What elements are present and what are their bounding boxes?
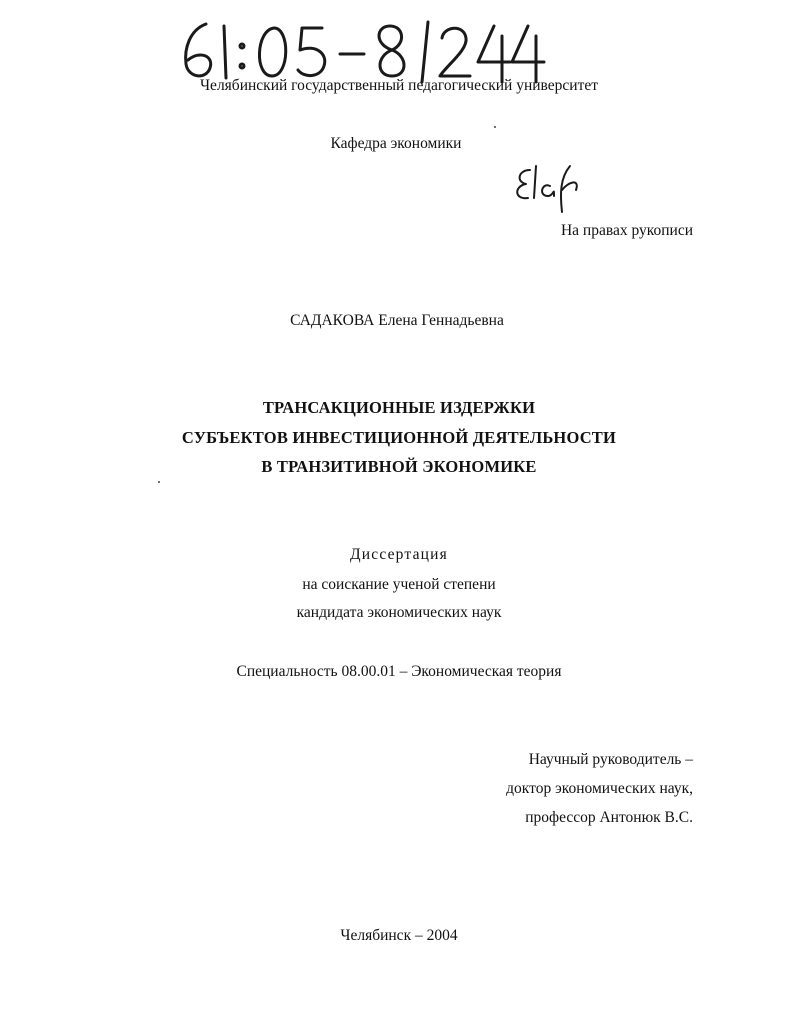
supervisor-name: профессор Антонюк В.С. — [525, 809, 693, 826]
author-name: САДАКОВА Елена Геннадьевна — [290, 312, 504, 329]
document-type: Диссертация — [349, 546, 448, 563]
handwritten-signature — [510, 160, 590, 215]
supervisor-degree: доктор экономических наук, — [506, 780, 693, 797]
dissertation-title-line-3: В ТРАНЗИТИВНОЙ ЭКОНОМИКЕ — [261, 457, 537, 476]
specialty: Специальность 08.00.01 – Экономическая теория — [236, 663, 562, 680]
supervisor-role: Научный руководитель – — [528, 751, 693, 768]
scan-speck — [494, 126, 496, 128]
department-name: Кафедра экономики — [330, 135, 462, 152]
dissertation-title-line-1: ТРАНСАКЦИОННЫЕ ИЗДЕРЖКИ — [262, 398, 536, 417]
dissertation-title-line-2: СУБЪЕКТОВ ИНВЕСТИЦИОННОЙ ДЕЯТЕЛЬНОСТИ — [181, 428, 617, 447]
scan-speck — [158, 481, 160, 483]
degree-name: кандидата экономических наук — [296, 604, 502, 621]
university-name: Челябинский государственный педагогический университет — [199, 77, 599, 94]
degree-purpose: на соискание ученой степени — [302, 576, 496, 593]
city-year: Челябинск – 2004 — [340, 927, 458, 944]
manuscript-rights-note: На правах рукописи — [560, 222, 693, 239]
